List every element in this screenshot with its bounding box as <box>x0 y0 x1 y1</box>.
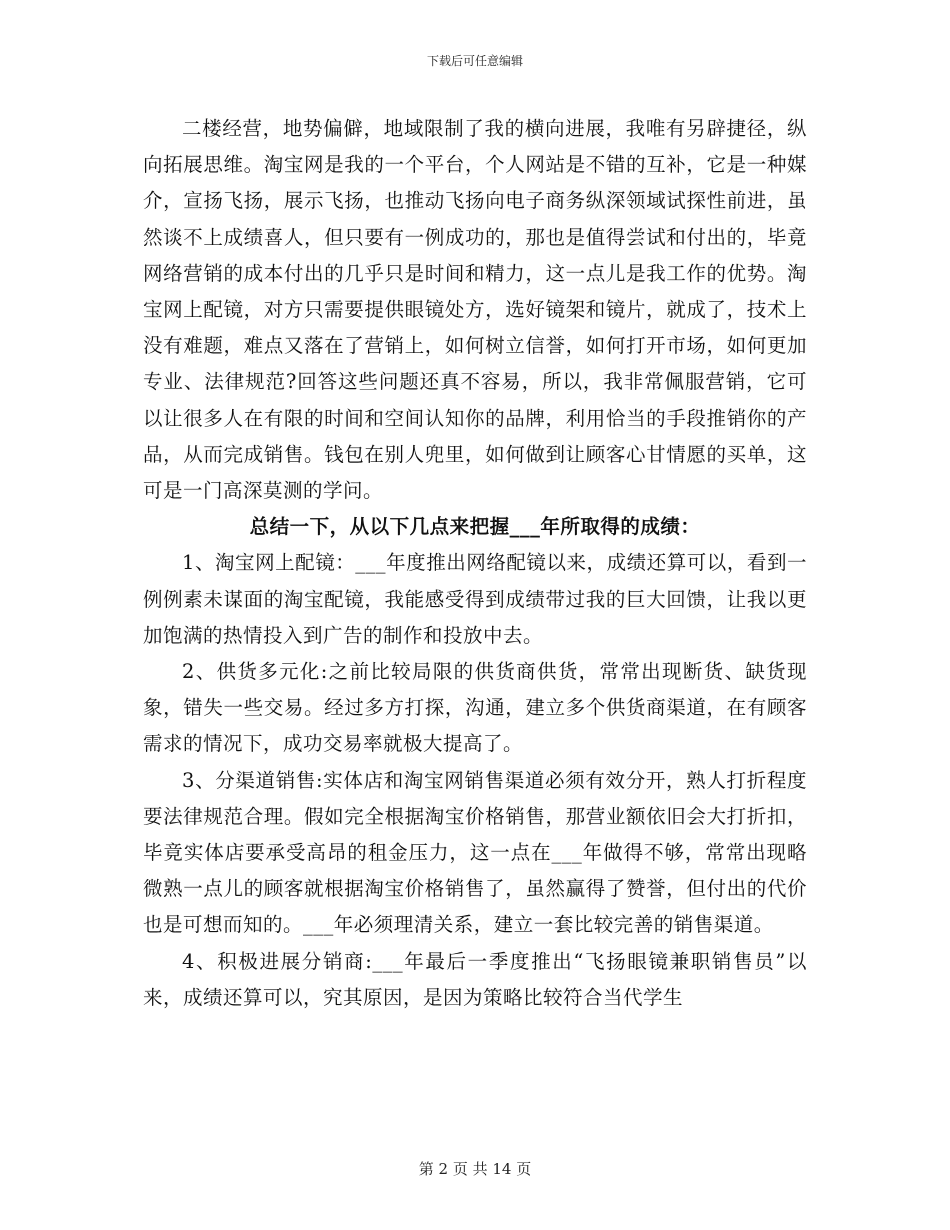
document-body <box>143 111 807 1016</box>
item-4-paragraph: 4、积极进展分销商:___年最后一季度推出“飞扬眼镜兼职销售员”以来，成绩还算可以，究其原因，是因为策略比较符合当代学生 <box>143 949 807 1009</box>
item-1-paragraph: 1、淘宝网上配镜：___年度推出网络配镜以来，成绩还算可以，看到一例例素未谋面的淘宝配镜，我能感受得到成绩带过我的巨大回馈，让我以更加饱满的热情投入到广告的制作和投放中去。 <box>143 551 807 647</box>
section-heading: 总结一下，从以下几点来把握___年所取得的成绩： <box>249 515 701 539</box>
intro-paragraph: 二楼经营，地势偏僻，地域限制了我的横向进展，我唯有另辟捷径，纵向拓展思维。淘宝网是我的一个平台，个人网站是不错的互补，它是一种媒介，宣扬飞扬，展示飞扬，也推动飞扬向电子商务纵深领域试探性前进，虽然谈不上成绩喜人，但只要有一例成功的，那也是值得尝试和付出的，毕竟网络营销的成本付出的几乎只是时间和精力，这一点儿是我工作的优势。淘宝网上配镜，对方只需要提供眼镜处方，选好镜架和镜片，就成了，技术上没有难题，难点又落在了营销上，如何树立信誉，如何打开市场，如何更加专业、法律规范?回答这些问题还真不容易，所以，我非常佩服营销，它可以让很多人在有限的时间和空间认知你的品牌，利用恰当的手段推销你的产品，从而完成销售。钱包在别人兜里，如何做到让顾客心甘情愿的买单，这可是一门高深莫测的学问。 <box>143 117 807 503</box>
item-3-paragraph: 3、分渠道销售:实体店和淘宝网销售渠道必须有效分开，熟人打折程度要法律规范合理。假如完全根据淘宝价格销售，那营业额依旧会大打折扣，毕竟实体店要承受高昂的租金压力，这一点在___年做得不够，常常出现略微熟一点儿的顾客就根据淘宝价格销售了，虽然赢得了赞誉，但付出的代价也是可想而知的。___年必须理清关系，建立一套比较完善的销售渠道。 <box>143 768 807 937</box>
item-2-paragraph: 2、供货多元化:之前比较局限的供货商供货，常常出现断货、缺货现象，错失一些交易。经过多方打探，沟通，建立多个供货商渠道，在有顾客需求的情况下，成功交易率就极大提高了。 <box>143 660 807 756</box>
page-header: 下载后可任意编辑 <box>426 54 523 68</box>
page-footer: 第 2 页 共 14 页 <box>418 1160 532 1178</box>
